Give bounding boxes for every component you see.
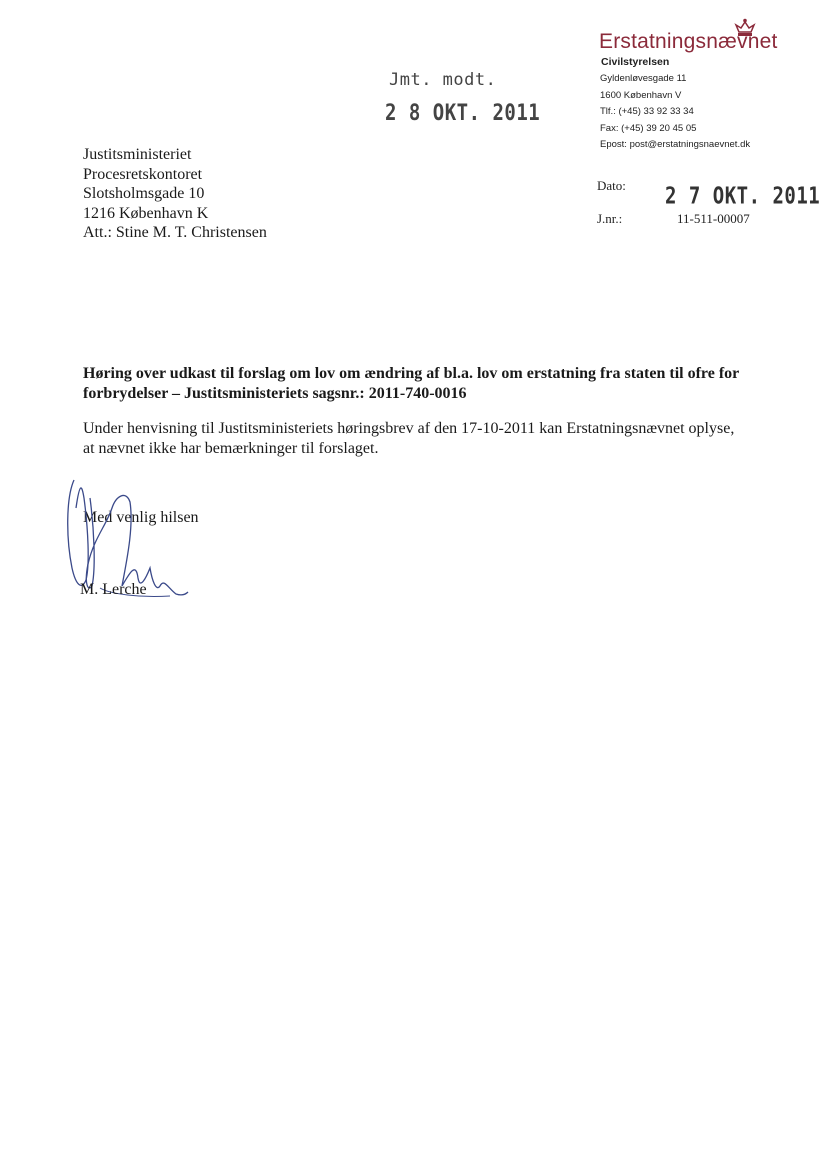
signer-name: M. Lerche (80, 581, 147, 598)
recipient-city: 1216 København K (83, 204, 209, 222)
phone-line: Tlf.: (+45) 33 92 33 34 (600, 106, 694, 117)
email-line: Epost: post@erstatningsnaevnet.dk (600, 139, 751, 150)
address-line: Gyldenløvesgade 11 (600, 73, 687, 84)
recipient-name: Justitsministeriet (83, 146, 192, 163)
contact-block (600, 71, 750, 154)
city-line: 1600 København V (600, 89, 682, 101)
fax-line: Fax: (+45) 39 20 45 05 (600, 122, 697, 134)
letter-subject: Høring over udkast til forslag om lov om ændring af bl.a. lov om erstatning fra staten til ofre for forbrydelser – Justitsministeriets sagsnr.: 2011-740-0016 (83, 365, 739, 402)
date-label: Dato: (597, 178, 626, 193)
recipient-attention: Att.: Stine M. T. Christensen (83, 224, 267, 241)
received-stamp-label: Jmt. modt. (389, 70, 497, 90)
letter-body: Under henvisning til Justitsministeriets høringsbrev af den 17-10-2011 kan Erstatningsnævnet oplyse, at nævnet ikke har bemærkninger til forslaget. (83, 420, 735, 457)
received-stamp-date: 2 8 OKT. 2011 (385, 100, 541, 126)
recipient-department: Procesretskontoret (83, 165, 203, 183)
letter-closing: Med venlig hilsen (83, 509, 199, 526)
sub-org: Civilstyrelsen (601, 56, 670, 68)
journal-number: 11-511-00007 (677, 211, 750, 226)
date-stamp: 2 7 OKT. 2011 (665, 183, 821, 210)
org-name: Erstatningsnævnet (599, 30, 778, 53)
recipient-address (83, 145, 267, 243)
journal-number-label: J.nr.: (597, 211, 623, 226)
recipient-street: Slotsholmsgade 10 (83, 185, 205, 202)
